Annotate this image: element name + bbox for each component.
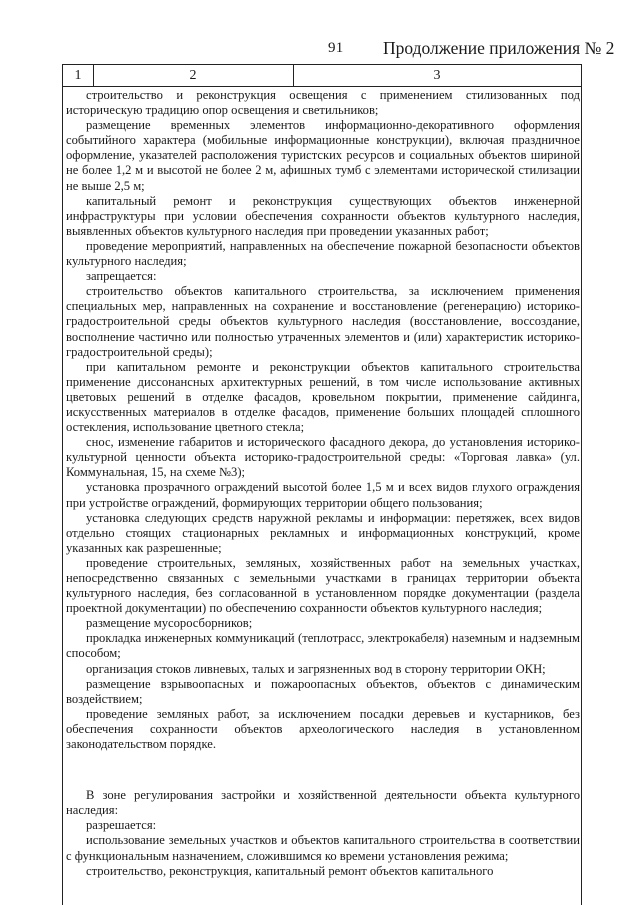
paragraph: размещение мусоросборников; [86,616,253,631]
paragraph: капитальный ремонт и реконструкция существующих объектов инженерной инфраструктуры при условии обеспечения сохранности объектов культурного наследия, выявленных объектов культурного наследия при проведении указанных работ; [66,193,580,238]
paragraph: установка следующих средств наружной рекламы и информации: перетяжек, всех видов отдельно стоящих стационарных рекламных и информационных конструкций, кроме указанных как разрешенные; [66,510,580,555]
paragraph: использование земельных участков и объектов капитального строительства в соответствии с функциональным назначением, сложившимся ко времени установления режима; [66,833,580,863]
page-number: 91 [328,40,344,56]
paragraph: проведение строительных, земляных, хозяйственных работ на земельных участках, непосредственно связанных с земельными участками в границах территории объекта культурного наследия, без согласованной в установленном порядке документации (раздела проектной документации) по обеспечению сохранности объектов культурного наследия; [66,555,580,616]
paragraph: организация стоков ливневых, талых и загрязненных вод в сторону территории ОКН; [86,661,546,676]
paragraph: разрешается: [86,818,157,833]
paragraph: строительство объектов капитального строительства, за исключением применения специальных мер, направленных на сохранение и восстановление (регенерацию) историко-градостроительной среды объектов культурного наследия (восстановление, воссоздание, восполнение частично или полностью утраченных элементов и (или) характеристик историко-градостроительной среды); [66,284,580,359]
continuation-heading: Продолжение приложения № 2 [383,38,615,58]
paragraph: строительство и реконструкция освещения с применением стилизованных под историческую традицию опор освещения и светильников; [66,88,580,118]
paragraph: размещение временных элементов информационно-декоративного оформления событийного характера (мобильные информационные конструкции), включая праздничное оформление, указателей расположения туристских ресурсов и социальных объектов шириной не более 1,2 м и высотой не более 2 м, афишных тумб с элементами исторической стилизации не выше 2,5 м; [66,118,580,193]
column-header-2: 2 [93,65,294,86]
paragraph: проведение земляных работ, за исключением посадки деревьев и кустарников, без обеспечения сохранности объектов археологического наследия в установленном законодательством порядке. [66,706,580,752]
paragraph: установка прозрачного ограждений высотой более 1,5 м и всех видов глухого ограждения при устройстве ограждений, формирующих территории общего пользования; [66,480,580,510]
paragraph: строительство, реконструкция, капитальный ремонт объектов капитального [86,863,494,878]
column-header-1: 1 [63,65,94,86]
paragraph: снос, изменение габаритов и исторического фасадного декора, до установления историко-культурной ценности объекта историко-градостроительной среды: «Торговая лавка» (ул. Коммунальная, 15, на схеме №3); [66,435,580,480]
paragraph: проведение мероприятий, направленных на обеспечение пожарной безопасности объектов культурного наследия; [66,238,580,269]
paragraph: размещение взрывоопасных и пожароопасных объектов, объектов с динамическим воздействием; [66,676,580,706]
column-header-3: 3 [433,68,441,83]
document-text [66,88,580,879]
paragraph: при капитальном ремонте и реконструкции объектов капитального строительства применение диссонансных архитектурных решений, в том числе использование активных цветовых решений в отделке фасадов, кровельном покрытии, применение сайдинга, искусственных материалов в отделке фасадов, применение больших площадей сплошного остекления, использование цветного стекла; [66,359,580,435]
paragraph: запрещается: [86,269,157,284]
table-header [62,64,582,86]
section-heading-paragraph: В зоне регулирования застройки и хозяйственной деятельности объекта культурного наследия: [66,788,580,818]
paragraph: прокладка инженерных коммуникаций (теплотрасс, электрокабеля) наземным и надземным способом; [66,631,580,661]
